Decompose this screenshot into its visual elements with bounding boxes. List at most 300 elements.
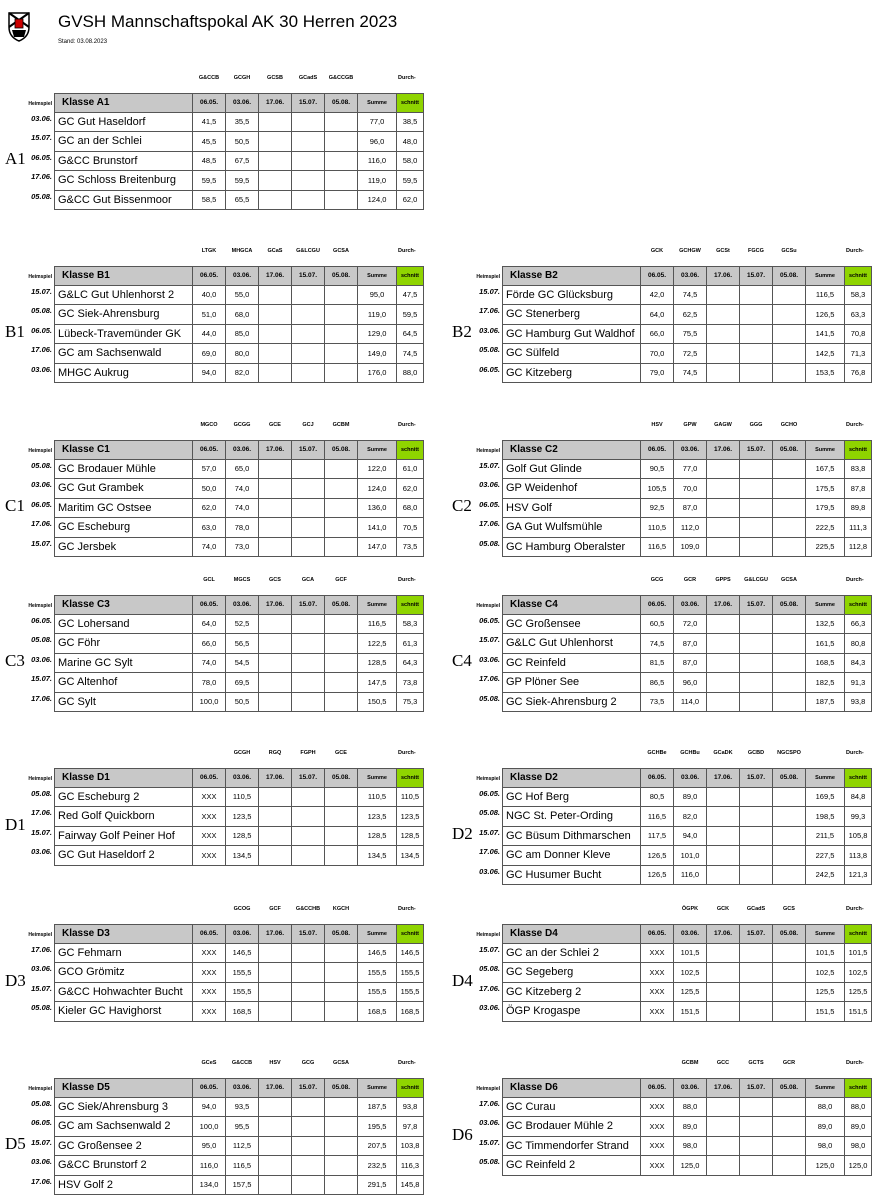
round-score: [259, 1137, 292, 1156]
round-score: XXX: [193, 1002, 226, 1021]
club-abbrev: GCBM: [681, 1060, 699, 1066]
round-score: [740, 479, 773, 498]
home-date: 06.05.: [479, 615, 500, 625]
club-abbrev: GCSu: [781, 248, 797, 254]
team-name: GC Sülfeld: [503, 344, 641, 363]
home-date: 03.06.: [479, 1003, 500, 1012]
round-score: [740, 305, 773, 324]
round-score: 60,5: [641, 615, 674, 634]
heimspiel-label: Heimspiel: [476, 448, 500, 454]
avg-score: 168,5: [397, 1002, 424, 1021]
round-score: 98,0: [674, 1137, 707, 1156]
round-score: 94,0: [193, 364, 226, 383]
round-score: [259, 538, 292, 557]
team-name: Lübeck-Travemünder GK: [55, 325, 193, 344]
heimspiel-label: Heimspiel: [28, 101, 52, 107]
home-date: 06.05.: [31, 325, 52, 335]
round-score: [707, 364, 740, 383]
round-score: [325, 654, 358, 673]
sum-score: 88,0: [806, 1098, 845, 1117]
sum-score: 116,5: [806, 286, 845, 305]
round-score: [707, 846, 740, 865]
round-date: 05.08.: [325, 94, 358, 112]
round-score: 87,0: [674, 634, 707, 653]
sum-score: 124,0: [358, 191, 397, 210]
avg-score: 71,3: [845, 344, 872, 363]
round-score: 74,5: [641, 634, 674, 653]
round-score: [707, 807, 740, 826]
avg-score: 125,5: [845, 983, 872, 1002]
round-score: [292, 1098, 325, 1117]
round-score: [292, 634, 325, 653]
home-date: 17.06.: [31, 1176, 52, 1186]
round-score: 82,0: [674, 807, 707, 826]
round-score: 73,5: [641, 693, 674, 712]
stand-date: Stand: 03.08.2023: [58, 39, 108, 45]
home-date: 05.08.: [31, 1003, 52, 1012]
heimspiel-label: Heimspiel: [28, 932, 52, 938]
round-score: 75,5: [674, 325, 707, 344]
round-score: [773, 1137, 806, 1156]
sum-score: 150,5: [358, 693, 397, 712]
team-name: G&CC Brunstorf: [55, 152, 193, 171]
round-score: [325, 673, 358, 692]
avg-score: 121,3: [845, 866, 872, 885]
round-score: 116,5: [641, 807, 674, 826]
round-score: 69,5: [226, 673, 259, 692]
club-abbrev: GCaS: [267, 248, 283, 254]
team-name: Golf Gut Glinde: [503, 460, 641, 479]
club-abbrev: GCG: [301, 1060, 315, 1066]
team-name: GC Großensee: [503, 615, 641, 634]
team-name: Kieler GC Havighorst: [55, 1002, 193, 1021]
round-score: [292, 693, 325, 712]
team-name: Marine GC Sylt: [55, 654, 193, 673]
round-score: [740, 518, 773, 537]
round-score: [740, 866, 773, 885]
avg-score: 99,3: [845, 807, 872, 826]
sum-score: 187,5: [806, 693, 845, 712]
round-score: [740, 788, 773, 807]
club-abbrev: GCHGW: [679, 248, 701, 254]
home-date: 05.08.: [31, 191, 52, 201]
home-date: 17.06.: [31, 693, 52, 703]
round-score: 92,5: [641, 499, 674, 518]
avg-score: 58,0: [397, 152, 424, 171]
round-score: [259, 846, 292, 865]
avg-score: 155,5: [397, 963, 424, 982]
schnitt-header: schnitt: [397, 441, 424, 459]
avg-score: 111,3: [845, 518, 872, 537]
round-score: 48,5: [193, 152, 226, 171]
round-score: 35,5: [226, 113, 259, 132]
round-score: [325, 634, 358, 653]
round-score: [325, 1002, 358, 1021]
round-score: [773, 479, 806, 498]
sum-score: 168,5: [806, 654, 845, 673]
sum-score: 101,5: [806, 944, 845, 963]
heimspiel-label: Heimspiel: [476, 1086, 500, 1092]
home-date: 05.08.: [31, 1098, 52, 1108]
round-score: [292, 654, 325, 673]
sum-score: 116,0: [358, 152, 397, 171]
team-name: NGC St. Peter-Ording: [503, 807, 641, 826]
club-abbrev: LTGK: [201, 248, 217, 254]
sum-score: 89,0: [806, 1117, 845, 1136]
sum-score: 187,5: [358, 1098, 397, 1117]
round-score: [773, 538, 806, 557]
round-score: [740, 983, 773, 1002]
club-abbrev: G&CCB: [198, 75, 220, 81]
sum-score: 232,5: [358, 1156, 397, 1175]
sum-score: 291,5: [358, 1176, 397, 1195]
avg-score: 84,3: [845, 654, 872, 673]
avg-score: 76,8: [845, 364, 872, 383]
home-date: 03.06.: [479, 654, 500, 664]
round-score: [740, 286, 773, 305]
heimspiel-label: Heimspiel: [28, 274, 52, 280]
schnitt-header: schnitt: [845, 441, 872, 459]
group-title: Klasse C1: [55, 441, 193, 459]
round-date: 17.06.: [259, 94, 292, 112]
round-score: 117,5: [641, 827, 674, 846]
round-score: 62,5: [674, 305, 707, 324]
group-title: Klasse B2: [503, 267, 641, 285]
avg-score: 101,5: [845, 944, 872, 963]
team-name: GC Großensee 2: [55, 1137, 193, 1156]
club-abbrev: FGCG: [748, 248, 764, 254]
avg-score: 63,3: [845, 305, 872, 324]
sum-score: 125,5: [806, 983, 845, 1002]
round-score: 54,5: [226, 654, 259, 673]
round-score: 114,0: [674, 693, 707, 712]
avg-score: 112,8: [845, 538, 872, 557]
team-name: GC Gut Grambek: [55, 479, 193, 498]
round-score: 44,0: [193, 325, 226, 344]
round-date: 06.05.: [641, 1079, 674, 1097]
team-name: GC Siek-Ahrensburg 2: [503, 693, 641, 712]
round-score: [325, 788, 358, 807]
summe-header: Summe: [358, 925, 397, 943]
round-date: 03.06.: [226, 1079, 259, 1097]
round-date: 17.06.: [259, 925, 292, 943]
round-score: [259, 286, 292, 305]
club-abbrev: GCSA: [781, 577, 797, 583]
club-abbrev: KGCH: [332, 906, 350, 912]
round-score: [325, 171, 358, 190]
team-name: GC am Donner Kleve: [503, 846, 641, 865]
club-abbrev: GCHBe: [647, 750, 667, 756]
club-abbrev: GCBD: [747, 750, 765, 756]
round-score: [740, 364, 773, 383]
round-score: 65,5: [226, 191, 259, 210]
avg-score: 98,0: [845, 1137, 872, 1156]
round-score: [259, 305, 292, 324]
avg-score: 93,8: [397, 1098, 424, 1117]
round-score: [292, 1117, 325, 1136]
round-score: XXX: [641, 1002, 674, 1021]
round-score: [773, 518, 806, 537]
team-name: HSV Golf: [503, 499, 641, 518]
round-score: 123,5: [226, 807, 259, 826]
round-date: 06.05.: [193, 769, 226, 787]
round-score: [259, 944, 292, 963]
round-score: 50,5: [226, 693, 259, 712]
durch-label: Durch-: [398, 248, 416, 254]
round-score: [325, 944, 358, 963]
round-score: 93,5: [226, 1098, 259, 1117]
sum-score: 211,5: [806, 827, 845, 846]
sum-score: 136,0: [358, 499, 397, 518]
team-name: GC Siek/Ahrensburg 3: [55, 1098, 193, 1117]
sum-score: 175,5: [806, 479, 845, 498]
round-score: [773, 693, 806, 712]
round-score: [773, 827, 806, 846]
round-score: [325, 191, 358, 210]
home-date: 17.06.: [479, 306, 500, 315]
round-score: [325, 827, 358, 846]
round-score: 102,5: [674, 963, 707, 982]
round-score: [292, 963, 325, 982]
summe-header: Summe: [358, 267, 397, 285]
durch-label: Durch-: [846, 577, 864, 583]
home-date: 15.07.: [479, 944, 500, 954]
round-score: [773, 654, 806, 673]
round-score: [325, 460, 358, 479]
avg-score: 64,3: [397, 654, 424, 673]
round-score: 45,5: [193, 132, 226, 151]
avg-score: 88,0: [397, 364, 424, 383]
group-code-label: C1: [5, 496, 25, 516]
home-date: 15.07.: [479, 286, 500, 296]
round-score: [773, 499, 806, 518]
round-score: [707, 963, 740, 982]
home-date: 17.06.: [479, 983, 500, 993]
home-date: 03.06.: [479, 325, 500, 335]
round-score: [292, 286, 325, 305]
round-score: [325, 615, 358, 634]
club-abbrev: G&CCHB: [295, 906, 321, 912]
round-date: 17.06.: [259, 441, 292, 459]
round-score: [259, 615, 292, 634]
team-name: Fairway Golf Peiner Hof: [55, 827, 193, 846]
round-date: 06.05.: [641, 267, 674, 285]
club-abbrev: FGPH: [300, 750, 316, 756]
round-score: [740, 693, 773, 712]
home-date: 05.08.: [479, 345, 500, 354]
round-score: [325, 152, 358, 171]
club-abbrev: MHGCA: [231, 248, 253, 254]
round-score: [707, 827, 740, 846]
round-date: 17.06.: [707, 441, 740, 459]
round-score: [740, 344, 773, 363]
group-title: Klasse C3: [55, 596, 193, 614]
round-score: 74,0: [193, 538, 226, 557]
round-score: [707, 788, 740, 807]
round-date: 05.08.: [773, 925, 806, 943]
round-date: 15.07.: [292, 1079, 325, 1097]
round-score: [773, 364, 806, 383]
round-score: [325, 963, 358, 982]
club-abbrev: RGQ: [268, 750, 282, 756]
group-title: Klasse C2: [503, 441, 641, 459]
round-score: [740, 1002, 773, 1021]
sum-score: 96,0: [358, 132, 397, 151]
round-score: [740, 963, 773, 982]
sum-score: 141,5: [806, 325, 845, 344]
durch-label: Durch-: [846, 750, 864, 756]
club-abbrev: GCSA: [333, 248, 349, 254]
round-date: 17.06.: [259, 267, 292, 285]
team-name: GC Jersbek: [55, 538, 193, 557]
round-date: 15.07.: [740, 267, 773, 285]
round-score: XXX: [641, 1156, 674, 1175]
round-score: [292, 113, 325, 132]
round-score: XXX: [641, 963, 674, 982]
team-name: GC am Sachsenwald: [55, 344, 193, 363]
team-name: GP Plöner See: [503, 673, 641, 692]
round-score: [292, 132, 325, 151]
round-score: [259, 325, 292, 344]
round-score: XXX: [641, 983, 674, 1002]
durch-label: Durch-: [398, 422, 416, 428]
round-score: [259, 499, 292, 518]
club-abbrev: GCHBu: [680, 750, 700, 756]
home-date: 17.06.: [479, 847, 500, 856]
round-score: 72,5: [674, 344, 707, 363]
round-score: [325, 344, 358, 363]
round-date: 06.05.: [641, 596, 674, 614]
round-score: [292, 1137, 325, 1156]
round-date: 03.06.: [674, 925, 707, 943]
heimspiel-label: Heimspiel: [476, 274, 500, 280]
round-score: [292, 364, 325, 383]
team-name: Red Golf Quickborn: [55, 807, 193, 826]
round-score: 78,0: [193, 673, 226, 692]
round-score: [325, 113, 358, 132]
avg-score: 103,8: [397, 1137, 424, 1156]
round-date: 15.07.: [740, 925, 773, 943]
round-score: [259, 634, 292, 653]
club-abbrev: G&LCGU: [744, 577, 768, 583]
club-abbrev: MGCO: [200, 422, 218, 428]
round-score: [707, 983, 740, 1002]
round-score: 79,0: [641, 364, 674, 383]
page-title: GVSH Mannschaftspokal AK 30 Herren 2023: [58, 12, 398, 31]
home-date: 15.07.: [479, 1137, 500, 1147]
home-date: 03.06.: [31, 480, 52, 489]
heimspiel-label: Heimspiel: [28, 603, 52, 609]
round-score: [292, 305, 325, 324]
round-score: [292, 846, 325, 865]
club-abbrev: GCL: [203, 577, 215, 583]
group-title: Klasse D1: [55, 769, 193, 787]
avg-score: 89,8: [845, 499, 872, 518]
round-date: 06.05.: [641, 441, 674, 459]
round-date: 15.07.: [292, 925, 325, 943]
round-score: 55,0: [226, 286, 259, 305]
team-name: G&CC Brunstorf 2: [55, 1156, 193, 1175]
club-abbrev: GCeS: [201, 1060, 217, 1066]
team-name: Maritim GC Ostsee: [55, 499, 193, 518]
round-score: [292, 344, 325, 363]
team-name: GC an der Schlei: [55, 132, 193, 151]
round-score: 116,5: [226, 1156, 259, 1175]
round-score: XXX: [641, 1117, 674, 1136]
round-score: 126,5: [641, 846, 674, 865]
club-abbrev: GCaDK: [713, 750, 733, 756]
round-score: [773, 673, 806, 692]
round-score: [707, 479, 740, 498]
round-score: 151,5: [674, 1002, 707, 1021]
round-score: 70,0: [641, 344, 674, 363]
round-date: 15.07.: [740, 769, 773, 787]
round-score: [325, 1117, 358, 1136]
durch-label: Durch-: [398, 750, 416, 756]
home-date: 17.06.: [31, 944, 52, 954]
durch-label: Durch-: [846, 906, 864, 912]
club-abbrev: GCadS: [298, 75, 318, 81]
round-date: 06.05.: [193, 1079, 226, 1097]
round-score: [773, 305, 806, 324]
round-score: [773, 634, 806, 653]
sum-score: 161,5: [806, 634, 845, 653]
round-score: [740, 460, 773, 479]
sum-score: 198,5: [806, 807, 845, 826]
summe-header: Summe: [358, 441, 397, 459]
round-score: 68,0: [226, 305, 259, 324]
round-score: [773, 846, 806, 865]
round-score: 157,5: [226, 1176, 259, 1195]
avg-score: 75,3: [397, 693, 424, 712]
round-score: 100,0: [193, 693, 226, 712]
round-score: 100,0: [193, 1117, 226, 1136]
team-name: Förde GC Glücksburg: [503, 286, 641, 305]
home-date: 05.08.: [31, 306, 52, 315]
gvsh-crest-logo: [6, 10, 32, 42]
avg-score: 68,0: [397, 499, 424, 518]
home-date: 03.06.: [31, 964, 52, 973]
round-score: [292, 1176, 325, 1195]
home-date: 17.06.: [31, 345, 52, 354]
durch-label: Durch-: [398, 75, 416, 81]
sum-score: 98,0: [806, 1137, 845, 1156]
avg-score: 145,8: [397, 1176, 424, 1195]
round-score: 88,0: [674, 1098, 707, 1117]
home-date: 15.07.: [479, 827, 500, 837]
round-score: XXX: [193, 807, 226, 826]
home-date: 06.05.: [31, 615, 52, 625]
round-score: [292, 1156, 325, 1175]
round-score: [707, 286, 740, 305]
round-score: 70,0: [674, 479, 707, 498]
round-date: 05.08.: [325, 441, 358, 459]
schnitt-header: schnitt: [397, 925, 424, 943]
home-date: 17.06.: [31, 519, 52, 528]
group-title: Klasse D5: [55, 1079, 193, 1097]
team-name: GC Gut Haseldorf: [55, 113, 193, 132]
home-date: 17.06.: [31, 808, 52, 817]
heimspiel-label: Heimspiel: [28, 448, 52, 454]
round-score: 134,0: [193, 1176, 226, 1195]
heimspiel-label: Heimspiel: [476, 603, 500, 609]
round-date: 05.08.: [325, 267, 358, 285]
home-date: 03.06.: [31, 847, 52, 856]
home-date: 17.06.: [31, 172, 52, 181]
round-score: [292, 479, 325, 498]
avg-score: 47,5: [397, 286, 424, 305]
avg-score: 87,8: [845, 479, 872, 498]
